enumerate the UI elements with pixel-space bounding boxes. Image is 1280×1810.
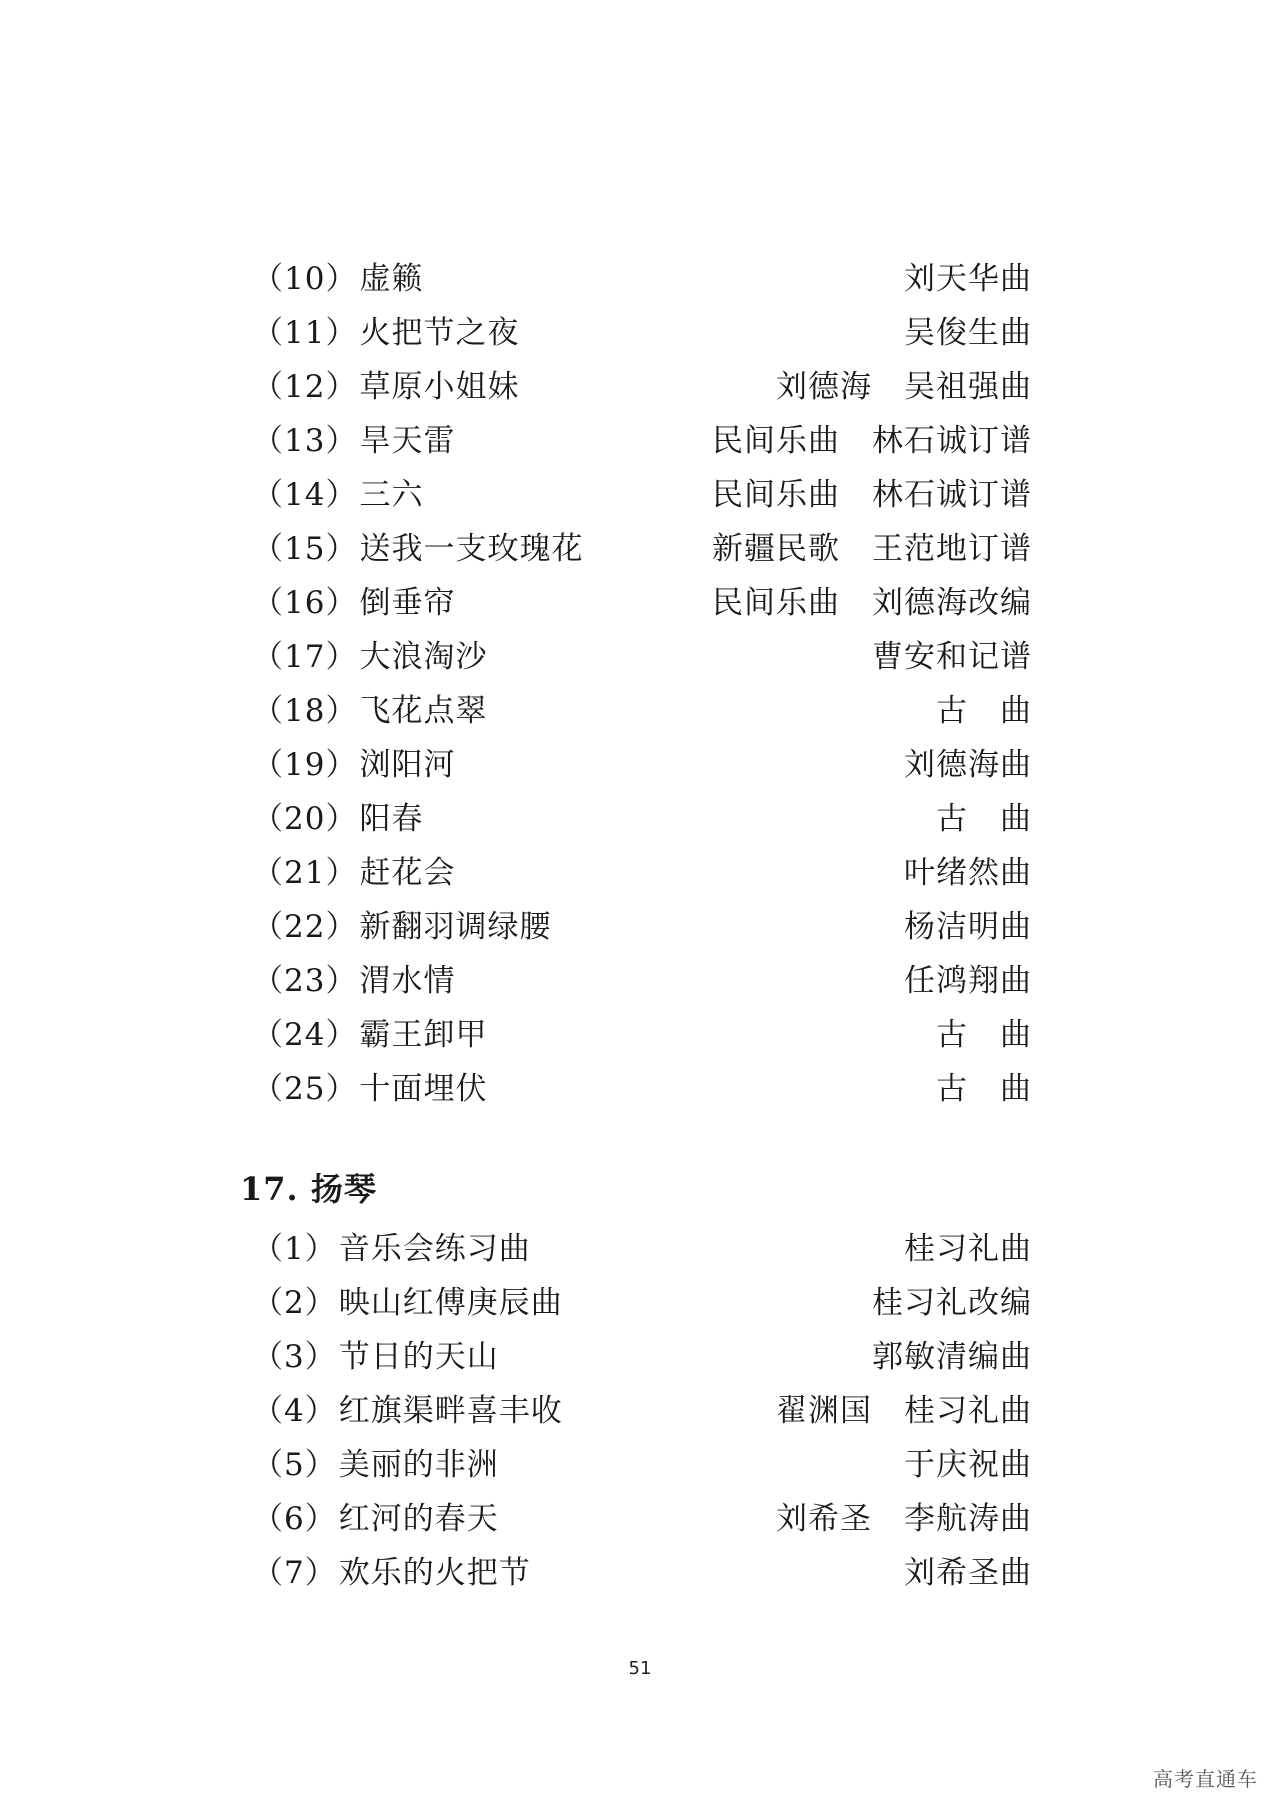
item-number: （7） [252, 1555, 337, 1591]
item-credit: 新疆民歌 王范地订谱 [712, 531, 1032, 567]
list-item [252, 1384, 1032, 1438]
item-credit: 郭敏清编曲 [872, 1339, 1032, 1375]
item-title: 节日的天山 [338, 1339, 499, 1375]
item-credit: 曹安和记谱 [872, 639, 1032, 675]
list-item [252, 684, 1032, 738]
item-title: 旱天雷 [359, 423, 456, 459]
watermark-text: 高考直通车 [1153, 1767, 1258, 1791]
repertoire-list-continued [252, 252, 1032, 1116]
item-credit: 吴俊生曲 [904, 315, 1032, 351]
item-title: 阳春 [359, 801, 424, 837]
list-item [252, 1062, 1032, 1116]
item-number: （20） [252, 801, 358, 837]
item-title: 浏阳河 [359, 747, 456, 783]
list-item [252, 1222, 1032, 1276]
item-credit: 刘希圣曲 [904, 1555, 1032, 1591]
item-number: （16） [252, 585, 358, 621]
item-title: 红旗渠畔喜丰收 [338, 1393, 563, 1429]
list-item [252, 1492, 1032, 1546]
list-item [252, 900, 1032, 954]
list-item [252, 576, 1032, 630]
item-credit: 古 曲 [936, 693, 1032, 729]
item-credit: 翟渊国 桂习礼曲 [776, 1393, 1032, 1429]
item-number: （10） [252, 261, 358, 297]
list-item [252, 1276, 1032, 1330]
item-number: （4） [252, 1393, 337, 1429]
yangqin-repertoire-list [252, 1222, 1032, 1600]
item-credit: 桂习礼改编 [872, 1285, 1032, 1321]
item-number: （22） [252, 909, 358, 945]
item-credit: 古 曲 [936, 1017, 1032, 1053]
item-title: 十面埋伏 [359, 1071, 488, 1107]
item-credit: 刘德海曲 [904, 747, 1032, 783]
item-title: 草原小姐妹 [359, 369, 520, 405]
item-credit: 民间乐曲 林石诚订谱 [712, 423, 1032, 459]
item-title: 美丽的非洲 [338, 1447, 499, 1483]
item-title: 红河的春天 [338, 1501, 499, 1537]
item-number: （5） [252, 1447, 337, 1483]
item-title: 大浪淘沙 [359, 639, 488, 675]
item-credit: 桂习礼曲 [904, 1231, 1032, 1267]
item-title: 欢乐的火把节 [338, 1555, 531, 1591]
list-item [252, 360, 1032, 414]
section-heading: 17. 扬琴 [240, 1170, 377, 1208]
item-number: （11） [252, 315, 358, 351]
list-item [252, 1438, 1032, 1492]
list-item [252, 954, 1032, 1008]
list-item [252, 252, 1032, 306]
item-credit: 刘德海 吴祖强曲 [776, 369, 1032, 405]
item-title: 虚籁 [359, 261, 424, 297]
item-number: （15） [252, 531, 358, 567]
item-number: （3） [252, 1339, 337, 1375]
item-title: 火把节之夜 [359, 315, 520, 351]
item-number: （17） [252, 639, 358, 675]
list-item [252, 306, 1032, 360]
item-credit: 民间乐曲 刘德海改编 [712, 585, 1032, 621]
item-number: （21） [252, 855, 358, 891]
item-number: （12） [252, 369, 358, 405]
list-item [252, 792, 1032, 846]
item-number: （1） [252, 1231, 337, 1267]
item-number: （23） [252, 963, 358, 999]
list-item [252, 1330, 1032, 1384]
item-number: （19） [252, 747, 358, 783]
list-item [252, 630, 1032, 684]
item-number: （24） [252, 1017, 358, 1053]
item-number: （13） [252, 423, 358, 459]
item-title: 霸王卸甲 [359, 1017, 488, 1053]
list-item [252, 1546, 1032, 1600]
item-number: （2） [252, 1285, 337, 1321]
item-credit: 民间乐曲 林石诚订谱 [712, 477, 1032, 513]
list-item [252, 846, 1032, 900]
item-credit: 于庆祝曲 [904, 1447, 1032, 1483]
page-number: 51 [628, 1658, 652, 1679]
item-title: 飞花点翠 [359, 693, 488, 729]
item-title: 音乐会练习曲 [338, 1231, 531, 1267]
item-title: 赶花会 [359, 855, 456, 891]
item-number: （6） [252, 1501, 337, 1537]
list-item [252, 1008, 1032, 1062]
item-title: 倒垂帘 [359, 585, 456, 621]
item-number: （14） [252, 477, 358, 513]
list-item [252, 468, 1032, 522]
item-number: （25） [252, 1071, 358, 1107]
item-title: 送我一支玫瑰花 [359, 531, 584, 567]
item-title: 三六 [359, 477, 424, 513]
list-item [252, 414, 1032, 468]
item-credit: 任鸿翔曲 [904, 963, 1032, 999]
item-title: 映山红傅庚辰曲 [338, 1285, 563, 1321]
item-credit: 杨洁明曲 [904, 909, 1032, 945]
list-item [252, 522, 1032, 576]
item-credit: 古 曲 [936, 801, 1032, 837]
item-credit: 刘希圣 李航涛曲 [776, 1501, 1032, 1537]
list-item [252, 738, 1032, 792]
item-title: 新翻羽调绿腰 [359, 909, 552, 945]
item-credit: 古 曲 [936, 1071, 1032, 1107]
item-number: （18） [252, 693, 358, 729]
item-title: 渭水情 [359, 963, 456, 999]
item-credit: 刘天华曲 [904, 261, 1032, 297]
item-credit: 叶绪然曲 [904, 855, 1032, 891]
